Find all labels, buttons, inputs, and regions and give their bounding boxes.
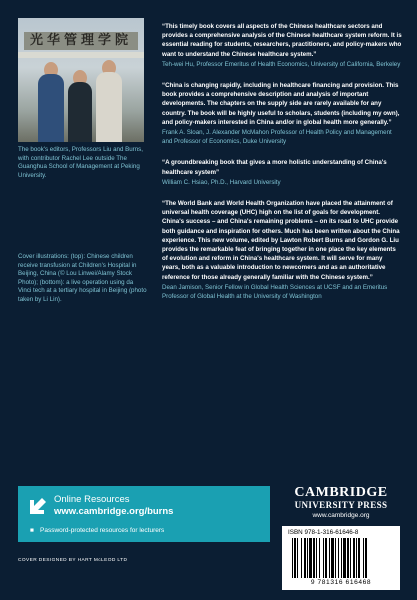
quote-attribution: William C. Hsiao, Ph.D., Harvard University [162, 178, 281, 186]
quote-block [162, 81, 402, 146]
photo-caption: The book's editors, Professors Liu and Burns, with contributor Rachel Lee outside The Guanghua School of Management at Peking University. [18, 146, 143, 179]
person-figure [68, 82, 92, 142]
person-figure [38, 74, 64, 142]
building-wall [18, 52, 144, 58]
endorsement-quotes [162, 22, 402, 313]
online-resources-url[interactable]: www.cambridge.org/burns [54, 506, 174, 517]
publisher-subtitle: UNIVERSITY PRESS [294, 500, 388, 510]
quote-text: “A groundbreaking book that gives a more holistic understanding of China's healthcare system” [162, 159, 387, 176]
online-resources-title: Online Resources [54, 494, 130, 505]
quote-text: “This timely book covers all aspects of the Chinese healthcare sectors and provides a comprehensive analysis of the Chinese healthcare system reform. It is essential reading for students, researchers, practitioners, and policy-makers who want to understand the Chinese healthcare system.” [162, 23, 402, 58]
publisher-name: CAMBRIDGE [294, 485, 388, 500]
quote-block [162, 158, 402, 187]
barcode-box [282, 526, 400, 590]
quote-text: “China is changing rapidly, including in healthcare financing and provision. This book provides a comprehensive description and analysis of important developments. The chapters on the supply side are rarely available for any country. The book will be highly useful to scholars, students (including my own), and policy-makers interested in China and/or in global health more generally.” [162, 82, 400, 126]
cover-illustrations-caption: Cover illustrations: (top): Chinese children receive transfusion at Children's Hospital in Beijing, China (© Lou Linwei/Alamy Stock Photo); (bottom): a live operation using da Vinci tech at a tertiary hospital in Beijing (photo taken by Li Lin). [18, 253, 147, 303]
bullet-icon: ■ [30, 527, 34, 534]
quote-block [162, 22, 402, 69]
quote-attribution: Teh-wei Hu, Professor Emeritus of Health Economics, University of California, Berkeley [162, 60, 401, 68]
barcode-icon [292, 538, 390, 578]
cover-designer-credit: COVER DESIGNED BY HART McLEOD LTD [18, 558, 128, 563]
quote-attribution: Frank A. Sloan, J. Alexander McMahon Professor of Health Policy and Management and Professor of Economics, Duke University [162, 129, 392, 146]
building-sign: 光华管理学院 [24, 32, 138, 50]
quote-attribution: Dean Jamison, Senior Fellow in Global Health Sciences at UCSF and an Emeritus Professor of Global Health at the University of Washington [162, 283, 388, 301]
editors-photo [18, 18, 144, 142]
quote-block [162, 199, 402, 301]
person-figure [96, 72, 122, 142]
publisher-logo [282, 486, 400, 519]
online-resources-note: Password-protected resources for lecturers [40, 527, 165, 534]
arrow-icon [26, 496, 48, 518]
isbn-label: ISBN 978-1-316-61646-8 [288, 529, 359, 536]
publisher-url[interactable]: www.cambridge.org [312, 512, 370, 519]
quote-text: “The World Bank and World Health Organization have placed the attainment of universal health coverage (UHC) high on the list of goals for development. China's success – and China's remaining problems – on its road to UHC provide both guidance and inspiration for others. Much has been written about the China experience. This new volume, edited by Lawton Robert Burns and Gordon G. Liu provides the remarkable feat of bringing together in one place the key elements of evolution and reform in China's healthcare system. It will serve for many years, both as a valuable introduction to newcomers and as an authoritative reference for those already generally familiar with the Chinese system.” [162, 200, 400, 281]
online-resources-panel [18, 486, 270, 542]
barcode-digits: 9 781316 616468 [310, 579, 372, 586]
